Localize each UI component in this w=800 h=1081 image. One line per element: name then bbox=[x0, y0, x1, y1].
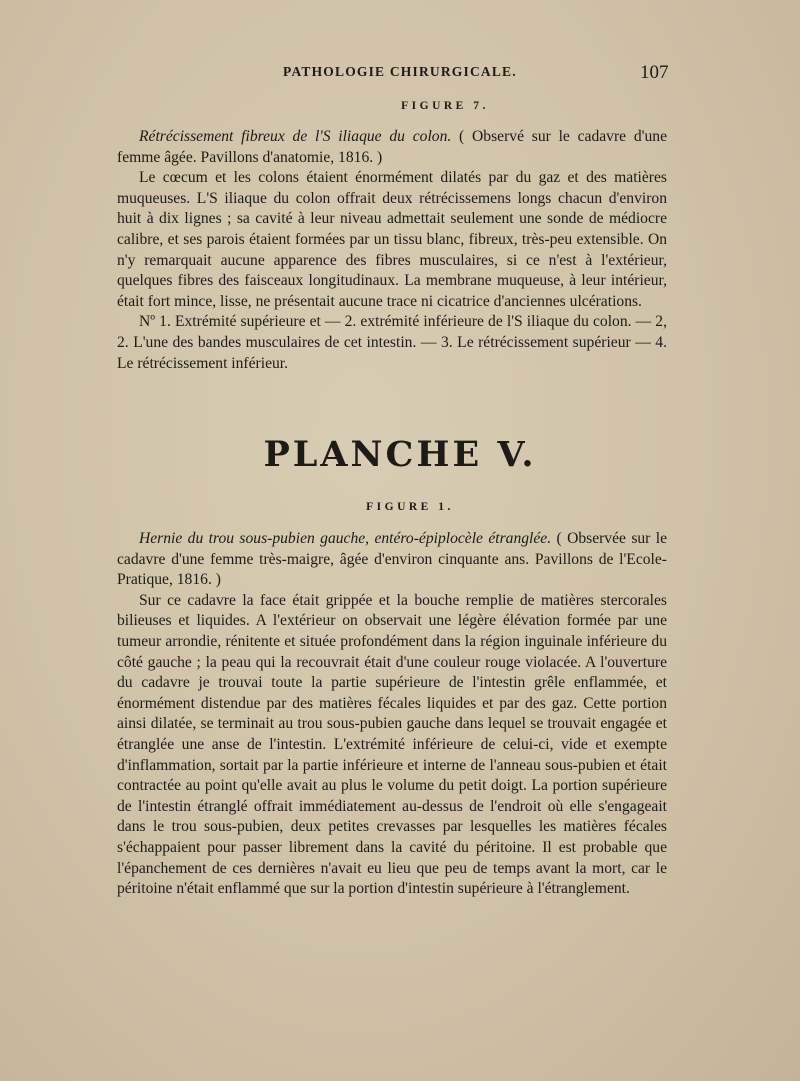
figure-7-observation: ( Observé sur le cadavre d'une femme âgée. Pavillons d'anatomie, 1816. ) bbox=[117, 128, 667, 166]
figure-7-caption bbox=[117, 127, 667, 168]
figure-1-label: FIGURE 1. bbox=[366, 501, 454, 513]
figure-1-observation: ( Observée sur le cadavre d'une femme très-maigre, âgée d'environ cinquante ans. Pavillons de l'Ecole-Pratique, 1816. ) bbox=[117, 530, 668, 589]
figure-7-paragraph: Le cœcum et les colons étaient énormément dilatés par du gaz et des matières muqueuses. L'S iliaque du colon offrait deux rétrécissemens longs chacun d'environ huit à dix lignes ; sa cavité à leur niveau admettait seulement une sonde de médiocre calibre, et ses parois étaient formées par un tissu blanc, fibreux, très-peu extensible. On n'y remarquait aucune apparence des fibres musculaires, si ce n'est à l'extérieur, quelques fibres des faisceaux longitudinaux. La membrane muqueuse, à leur intérieur, était fort mince, lisse, ne présentait aucune trace ni cicatrice d'anciennes ulcérations. bbox=[117, 169, 667, 310]
figure-1-paragraph: Sur ce cadavre la face était grippée et la bouche remplie de matières stercorales bilieuses et liquides. A l'extérieur on observait une légère élévation formée par une tumeur arrondie, rénitente et située profondément dans la région inguinale inférieure du côté gauche ; la peau qui la recouvrait était d'une couleur rouge violacée. A l'ouverture du cadavre je trouvai toute la partie supérieure de l'intestin grêle enflammée, et énormément distendue par des matières fécales liquides et par des gaz. Cette portion ainsi dilatée, se terminait au trou sous-pubien gauche dans lequel se trouvait engagée et étranglée une anse de l'intestin. L'extrémité inférieure de celui-ci, vide et exempte d'inflammation, sortait par la partie inférieure et interne de l'anneau sous-pubien et était contractée au point qu'elle avait au plus le volume du petit doigt. La portion supérieure de l'intestin étranglé offrait immédiatement au-dessus de l'endroit où elle s'engageait dans le trou sous-pubien, deux petites crevasses par lesquelles les matières fécales s'échappaient pour passer librement dans la cavité du péritoine. Il est probable que l'épanchement de ces dernières n'avait eu lieu que peu de temps avant la mort, car le péritoine n'était enflammé que sur la portion d'intestin supérieure à l'étranglement. bbox=[117, 591, 667, 898]
page-number: 107 bbox=[640, 62, 669, 83]
running-head: PATHOLOGIE CHIRURGICALE. bbox=[283, 64, 517, 79]
plate-heading: PLANCHE V. bbox=[263, 434, 537, 475]
figure-7-section bbox=[117, 127, 667, 374]
figure-1-section bbox=[117, 529, 667, 900]
figure-1-title: Hernie du trou sous-pubien gauche, entéro-épiplocèle étranglée. bbox=[139, 530, 552, 547]
figure-7-title: Rétrécissement fibreux de l'S iliaque du colon. bbox=[139, 128, 452, 145]
page-header bbox=[0, 62, 800, 86]
figure-7-label: FIGURE 7. bbox=[401, 100, 489, 112]
figure-1-caption bbox=[117, 529, 667, 591]
figure-7-legend: Nº 1. Extrémité supérieure et — 2. extrémité inférieure de l'S iliaque du colon. — 2, 2. L'une des bandes musculaires de cet intestin. — 3. Le rétrécissement supérieur — 4. Le rétrécissement inférieur. bbox=[117, 313, 667, 372]
